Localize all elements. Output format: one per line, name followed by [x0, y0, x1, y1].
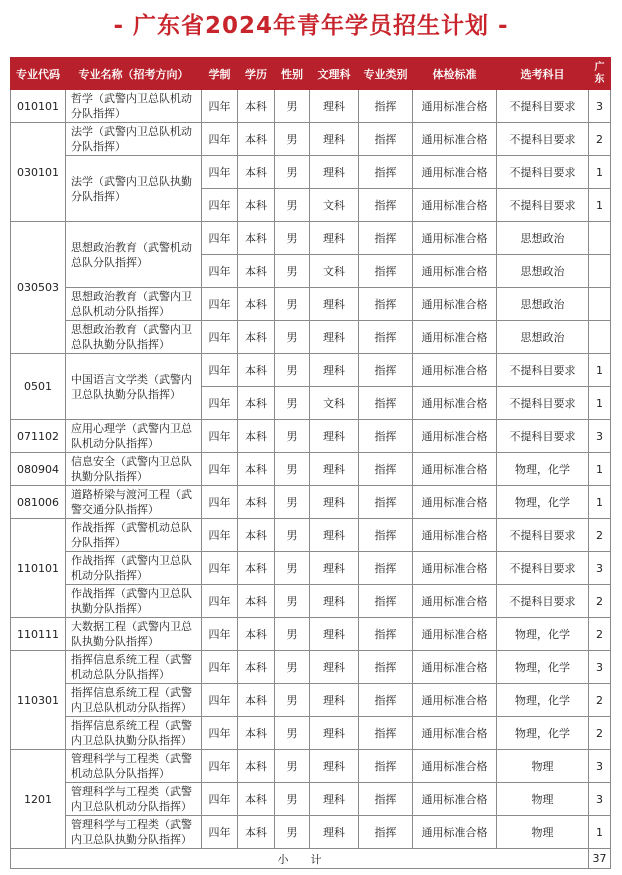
table-row	[11, 222, 611, 255]
exam-subjects: 物理	[497, 783, 589, 816]
column-header-track: 文理科	[310, 58, 359, 90]
table-row	[11, 651, 611, 684]
health-standard: 通用标准合格	[413, 189, 497, 222]
exam-subjects: 不提科目要求	[497, 354, 589, 387]
degree: 本科	[238, 519, 275, 552]
track: 理科	[310, 651, 359, 684]
degree: 本科	[238, 552, 275, 585]
table-row	[11, 123, 611, 156]
category: 指挥	[359, 354, 413, 387]
track: 理科	[310, 354, 359, 387]
exam-subjects: 物理，化学	[497, 453, 589, 486]
health-standard: 通用标准合格	[413, 750, 497, 783]
duration: 四年	[202, 90, 238, 123]
health-standard: 通用标准合格	[413, 651, 497, 684]
guangdong-quota	[589, 321, 611, 354]
major-code: 1201	[11, 750, 66, 849]
gender: 男	[275, 90, 310, 123]
guangdong-quota	[589, 222, 611, 255]
exam-subjects: 不提科目要求	[497, 123, 589, 156]
guangdong-quota: 1	[589, 354, 611, 387]
gender: 男	[275, 288, 310, 321]
duration: 四年	[202, 222, 238, 255]
exam-subjects: 不提科目要求	[497, 189, 589, 222]
category: 指挥	[359, 156, 413, 189]
table-row	[11, 585, 611, 618]
duration: 四年	[202, 552, 238, 585]
gender: 男	[275, 618, 310, 651]
guangdong-quota: 2	[589, 618, 611, 651]
guangdong-quota: 1	[589, 156, 611, 189]
degree: 本科	[238, 288, 275, 321]
table-row	[11, 453, 611, 486]
track: 理科	[310, 486, 359, 519]
track: 理科	[310, 519, 359, 552]
category: 指挥	[359, 684, 413, 717]
duration: 四年	[202, 684, 238, 717]
exam-subjects: 物理	[497, 750, 589, 783]
track: 理科	[310, 750, 359, 783]
major-name: 思想政治教育（武警内卫总队执勤分队指挥）	[66, 321, 202, 354]
degree: 本科	[238, 453, 275, 486]
table-row	[11, 156, 611, 189]
gender: 男	[275, 189, 310, 222]
health-standard: 通用标准合格	[413, 387, 497, 420]
exam-subjects: 物理，化学	[497, 684, 589, 717]
major-code: 110301	[11, 651, 66, 750]
column-header-health-standard: 体检标准	[413, 58, 497, 90]
category: 指挥	[359, 816, 413, 849]
major-code: 071102	[11, 420, 66, 453]
category: 指挥	[359, 321, 413, 354]
degree: 本科	[238, 123, 275, 156]
guangdong-quota: 2	[589, 684, 611, 717]
guangdong-quota: 2	[589, 717, 611, 750]
health-standard: 通用标准合格	[413, 453, 497, 486]
guangdong-quota: 3	[589, 651, 611, 684]
degree: 本科	[238, 585, 275, 618]
exam-subjects: 物理，化学	[497, 651, 589, 684]
track: 理科	[310, 156, 359, 189]
table-row	[11, 321, 611, 354]
column-header-degree: 学历	[238, 58, 275, 90]
table-row	[11, 552, 611, 585]
guangdong-quota: 1	[589, 453, 611, 486]
degree: 本科	[238, 750, 275, 783]
duration: 四年	[202, 453, 238, 486]
major-name: 管理科学与工程类（武警内卫总队机动分队指挥）	[66, 783, 202, 816]
table-row	[11, 288, 611, 321]
major-code: 030101	[11, 123, 66, 222]
duration: 四年	[202, 519, 238, 552]
major-name: 哲学（武警内卫总队机动分队指挥）	[66, 90, 202, 123]
column-header-major-name: 专业名称（招考方向）	[66, 58, 202, 90]
gender: 男	[275, 222, 310, 255]
exam-subjects: 思想政治	[497, 321, 589, 354]
gender: 男	[275, 816, 310, 849]
health-standard: 通用标准合格	[413, 618, 497, 651]
health-standard: 通用标准合格	[413, 717, 497, 750]
exam-subjects: 思想政治	[497, 288, 589, 321]
track: 理科	[310, 552, 359, 585]
column-header-exam-subjects: 选考科目	[497, 58, 589, 90]
degree: 本科	[238, 651, 275, 684]
category: 指挥	[359, 651, 413, 684]
total-row	[11, 849, 611, 869]
exam-subjects: 物理，化学	[497, 717, 589, 750]
degree: 本科	[238, 816, 275, 849]
gender: 男	[275, 354, 310, 387]
major-code: 110111	[11, 618, 66, 651]
degree: 本科	[238, 90, 275, 123]
degree: 本科	[238, 255, 275, 288]
gender: 男	[275, 783, 310, 816]
degree: 本科	[238, 387, 275, 420]
total-value: 37	[589, 849, 611, 869]
duration: 四年	[202, 321, 238, 354]
major-name: 道路桥梁与渡河工程（武警交通分队指挥）	[66, 486, 202, 519]
track: 文科	[310, 387, 359, 420]
column-header-code: 专业代码	[11, 58, 66, 90]
category: 指挥	[359, 783, 413, 816]
major-name: 作战指挥（武警内卫总队机动分队指挥）	[66, 552, 202, 585]
degree: 本科	[238, 354, 275, 387]
guangdong-quota: 1	[589, 189, 611, 222]
guangdong-quota: 1	[589, 387, 611, 420]
guangdong-quota: 3	[589, 750, 611, 783]
major-code: 010101	[11, 90, 66, 123]
duration: 四年	[202, 255, 238, 288]
table-row	[11, 90, 611, 123]
health-standard: 通用标准合格	[413, 156, 497, 189]
major-code: 080904	[11, 453, 66, 486]
category: 指挥	[359, 90, 413, 123]
category: 指挥	[359, 123, 413, 156]
exam-subjects: 物理，化学	[497, 618, 589, 651]
category: 指挥	[359, 189, 413, 222]
major-name: 管理科学与工程类（武警内卫总队执勤分队指挥）	[66, 816, 202, 849]
guangdong-quota: 2	[589, 585, 611, 618]
track: 理科	[310, 420, 359, 453]
health-standard: 通用标准合格	[413, 552, 497, 585]
gender: 男	[275, 453, 310, 486]
major-name: 中国语言文学类（武警内卫总队执勤分队指挥）	[66, 354, 202, 420]
column-header-category: 专业类别	[359, 58, 413, 90]
duration: 四年	[202, 651, 238, 684]
enrollment-table	[10, 57, 611, 869]
gender: 男	[275, 585, 310, 618]
table-row	[11, 684, 611, 717]
degree: 本科	[238, 486, 275, 519]
guangdong-quota	[589, 288, 611, 321]
exam-subjects: 物理，化学	[497, 486, 589, 519]
health-standard: 通用标准合格	[413, 321, 497, 354]
category: 指挥	[359, 717, 413, 750]
table-row	[11, 354, 611, 387]
major-name: 管理科学与工程类（武警机动总队分队指挥）	[66, 750, 202, 783]
duration: 四年	[202, 783, 238, 816]
health-standard: 通用标准合格	[413, 255, 497, 288]
track: 文科	[310, 189, 359, 222]
major-code: 030503	[11, 222, 66, 354]
health-standard: 通用标准合格	[413, 222, 497, 255]
guangdong-quota: 3	[589, 552, 611, 585]
table-row	[11, 717, 611, 750]
total-label: 小 计	[11, 849, 589, 869]
track: 理科	[310, 684, 359, 717]
category: 指挥	[359, 618, 413, 651]
gender: 男	[275, 717, 310, 750]
table-body	[11, 90, 611, 869]
table-row	[11, 783, 611, 816]
major-code: 081006	[11, 486, 66, 519]
duration: 四年	[202, 816, 238, 849]
page-title: - 广东省2024年青年学员招生计划 -	[113, 13, 509, 39]
duration: 四年	[202, 288, 238, 321]
exam-subjects: 不提科目要求	[497, 420, 589, 453]
health-standard: 通用标准合格	[413, 90, 497, 123]
gender: 男	[275, 156, 310, 189]
gender: 男	[275, 486, 310, 519]
exam-subjects: 不提科目要求	[497, 387, 589, 420]
major-code: 0501	[11, 354, 66, 420]
duration: 四年	[202, 750, 238, 783]
track: 理科	[310, 453, 359, 486]
track: 理科	[310, 123, 359, 156]
exam-subjects: 思想政治	[497, 222, 589, 255]
duration: 四年	[202, 618, 238, 651]
track: 理科	[310, 717, 359, 750]
major-name: 作战指挥（武警内卫总队执勤分队指挥）	[66, 585, 202, 618]
table-row	[11, 420, 611, 453]
gender: 男	[275, 651, 310, 684]
exam-subjects: 不提科目要求	[497, 90, 589, 123]
track: 理科	[310, 90, 359, 123]
duration: 四年	[202, 717, 238, 750]
duration: 四年	[202, 123, 238, 156]
duration: 四年	[202, 156, 238, 189]
category: 指挥	[359, 486, 413, 519]
track: 理科	[310, 618, 359, 651]
major-name: 信息安全（武警内卫总队执勤分队指挥）	[66, 453, 202, 486]
exam-subjects: 不提科目要求	[497, 552, 589, 585]
guangdong-quota: 3	[589, 420, 611, 453]
track: 理科	[310, 585, 359, 618]
gender: 男	[275, 123, 310, 156]
track: 理科	[310, 222, 359, 255]
major-name: 指挥信息系统工程（武警机动总队分队指挥）	[66, 651, 202, 684]
category: 指挥	[359, 750, 413, 783]
major-name: 思想政治教育（武警内卫总队机动分队指挥）	[66, 288, 202, 321]
guangdong-quota: 3	[589, 783, 611, 816]
category: 指挥	[359, 255, 413, 288]
major-name: 作战指挥（武警机动总队分队指挥）	[66, 519, 202, 552]
guangdong-quota: 3	[589, 90, 611, 123]
table-row	[11, 618, 611, 651]
category: 指挥	[359, 519, 413, 552]
column-header-gender: 性别	[275, 58, 310, 90]
degree: 本科	[238, 783, 275, 816]
major-name: 指挥信息系统工程（武警内卫总队执勤分队指挥）	[66, 717, 202, 750]
major-code: 110101	[11, 519, 66, 618]
health-standard: 通用标准合格	[413, 816, 497, 849]
gender: 男	[275, 750, 310, 783]
health-standard: 通用标准合格	[413, 288, 497, 321]
gender: 男	[275, 552, 310, 585]
category: 指挥	[359, 585, 413, 618]
degree: 本科	[238, 420, 275, 453]
exam-subjects: 不提科目要求	[497, 585, 589, 618]
duration: 四年	[202, 486, 238, 519]
degree: 本科	[238, 618, 275, 651]
category: 指挥	[359, 222, 413, 255]
degree: 本科	[238, 321, 275, 354]
gender: 男	[275, 684, 310, 717]
degree: 本科	[238, 684, 275, 717]
degree: 本科	[238, 222, 275, 255]
degree: 本科	[238, 156, 275, 189]
table-row	[11, 816, 611, 849]
category: 指挥	[359, 387, 413, 420]
category: 指挥	[359, 453, 413, 486]
duration: 四年	[202, 189, 238, 222]
track: 文科	[310, 255, 359, 288]
table-row	[11, 486, 611, 519]
exam-subjects: 不提科目要求	[497, 519, 589, 552]
health-standard: 通用标准合格	[413, 486, 497, 519]
major-name: 法学（武警内卫总队机动分队指挥）	[66, 123, 202, 156]
track: 理科	[310, 288, 359, 321]
category: 指挥	[359, 552, 413, 585]
major-name: 指挥信息系统工程（武警内卫总队机动分队指挥）	[66, 684, 202, 717]
gender: 男	[275, 255, 310, 288]
guangdong-quota: 1	[589, 816, 611, 849]
guangdong-quota	[589, 255, 611, 288]
duration: 四年	[202, 420, 238, 453]
exam-subjects: 思想政治	[497, 255, 589, 288]
gender: 男	[275, 387, 310, 420]
track: 理科	[310, 321, 359, 354]
table-row	[11, 519, 611, 552]
gender: 男	[275, 321, 310, 354]
category: 指挥	[359, 420, 413, 453]
exam-subjects: 物理	[497, 816, 589, 849]
duration: 四年	[202, 354, 238, 387]
major-name: 思想政治教育（武警机动总队分队指挥）	[66, 222, 202, 288]
track: 理科	[310, 783, 359, 816]
major-name: 法学（武警内卫总队执勤分队指挥）	[66, 156, 202, 222]
guangdong-quota: 1	[589, 486, 611, 519]
health-standard: 通用标准合格	[413, 519, 497, 552]
table-header	[11, 58, 611, 90]
degree: 本科	[238, 717, 275, 750]
category: 指挥	[359, 288, 413, 321]
duration: 四年	[202, 585, 238, 618]
column-header-duration: 学制	[202, 58, 238, 90]
exam-subjects: 不提科目要求	[497, 156, 589, 189]
table-row	[11, 750, 611, 783]
track: 理科	[310, 816, 359, 849]
duration: 四年	[202, 387, 238, 420]
health-standard: 通用标准合格	[413, 123, 497, 156]
major-name: 大数据工程（武警内卫总队执勤分队指挥）	[66, 618, 202, 651]
health-standard: 通用标准合格	[413, 585, 497, 618]
health-standard: 通用标准合格	[413, 354, 497, 387]
gender: 男	[275, 420, 310, 453]
major-name: 应用心理学（武警内卫总队机动分队指挥）	[66, 420, 202, 453]
guangdong-quota: 2	[589, 123, 611, 156]
guangdong-quota: 2	[589, 519, 611, 552]
health-standard: 通用标准合格	[413, 420, 497, 453]
health-standard: 通用标准合格	[413, 783, 497, 816]
gender: 男	[275, 519, 310, 552]
health-standard: 通用标准合格	[413, 684, 497, 717]
degree: 本科	[238, 189, 275, 222]
column-header-guangdong-quota: 广 东	[589, 58, 611, 90]
